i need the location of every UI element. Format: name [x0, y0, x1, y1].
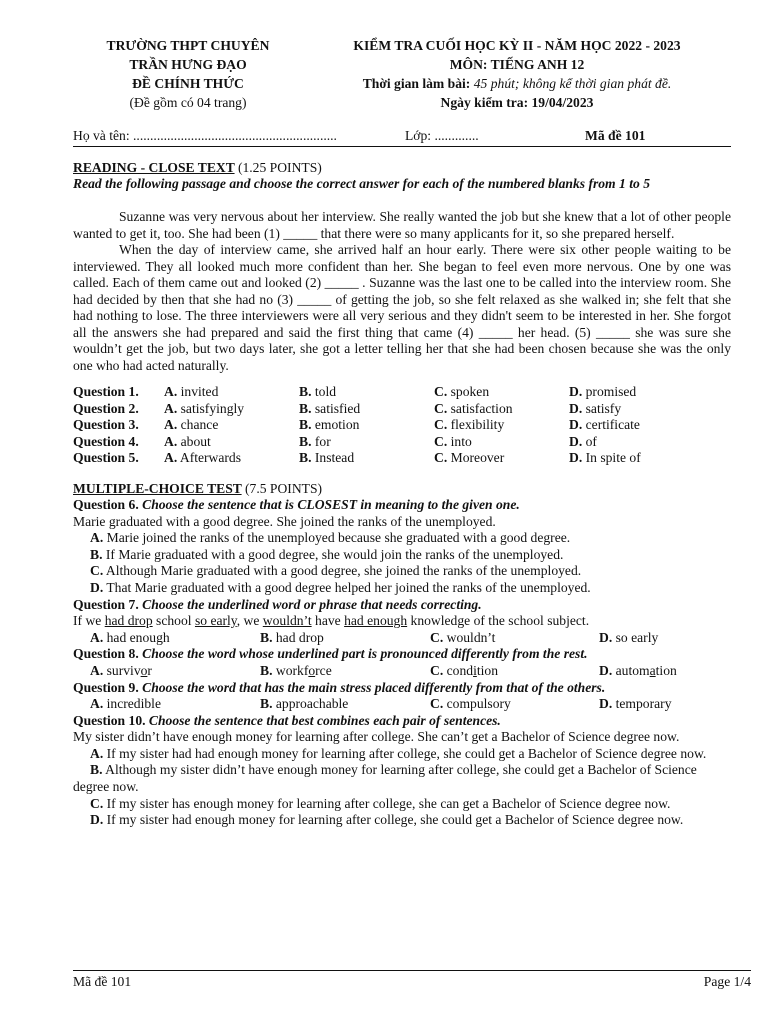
- exam-code: Mã đề 101: [585, 128, 646, 143]
- q10-option-c[interactable]: [73, 796, 731, 813]
- question-instruction: Choose the sentence that best combines each pair of sentences.: [148, 712, 501, 728]
- option-d[interactable]: D. certificate: [569, 417, 640, 433]
- mc-section-title: [73, 481, 731, 497]
- footer-page-number: Page 1/4: [703, 974, 751, 989]
- time-label: Thời gian làm bài:: [362, 76, 471, 91]
- option-a[interactable]: A. satisfyingly: [164, 400, 245, 416]
- question-10: [73, 713, 731, 730]
- stem-text: knowledge of the school subject.: [407, 613, 590, 629]
- school-name-line2: TRẦN HƯNG ĐẠO: [129, 57, 247, 72]
- page-footer: [73, 970, 751, 990]
- option-c[interactable]: C. flexibility: [434, 417, 505, 433]
- q9-option-b[interactable]: B. approachable: [260, 696, 349, 712]
- option-c[interactable]: C. spoken: [434, 384, 490, 399]
- option-c[interactable]: C. Moreover: [434, 450, 505, 466]
- question-label: Question 5.: [73, 450, 139, 466]
- question-label: Question 6.: [73, 496, 139, 512]
- exam-page: [73, 36, 731, 829]
- option-d[interactable]: D. of: [569, 433, 597, 449]
- option-text: Marie joined the ranks of the unemployed because she graduated with a good degree.: [106, 530, 571, 546]
- option-letter: A.: [90, 530, 104, 546]
- mc-title: MULTIPLE-CHOICE TEST: [73, 480, 242, 496]
- option-letter: A.: [90, 745, 104, 761]
- reading-section-title: [73, 160, 731, 176]
- option-a[interactable]: A. chance: [164, 417, 219, 433]
- option-b[interactable]: B. emotion: [299, 417, 360, 433]
- q10-option-b[interactable]: [73, 762, 731, 795]
- option-b[interactable]: B. Instead: [299, 450, 355, 466]
- stem-text: , we: [236, 613, 263, 629]
- passage-paragraph-1: Suzanne was very nervous about her interview. She really wanted the job but she knew that a lot of other people wanted to get it, too. She had been (1) _____ that there were so many applicants for it, so she prepared herself.: [73, 209, 731, 241]
- time-value: 45 phút; không kể thời gian phát đề.: [473, 76, 672, 91]
- reading-question-row: [73, 434, 689, 451]
- q10-option-d[interactable]: [73, 812, 731, 829]
- option-letter: B.: [90, 546, 103, 562]
- option-letter: D.: [90, 579, 104, 595]
- question-7-stem: [73, 613, 731, 630]
- exam-date: Ngày kiểm tra: 19/04/2023: [440, 95, 594, 110]
- question-10-stem: My sister didn’t have enough money for learning after college. She can’t get a Bachelor of Science degree now.: [73, 729, 680, 745]
- reading-question-row: [73, 384, 689, 401]
- passage-paragraph-2: When the day of interview came, she arrived half an hour early. There were six other people waiting to be interviewed. They all looked much more confident than her. She began to feel even more nervous. One by one was called. Each of them came out and looked (2) _____ . Suzanne was the last one to be called into the interview room. She had decided by then that she had no (3) _____ of getting the job, so she felt relaxed as she walked in; she felt that she had nothing to lose. The three interviewers were all very serious and they didn't seem to be interested in her. She forgot all the answers she had prepared and said the first thing that came (4) _____ her head. (5) _____ she was sure she wouldn’t get the job, but two days later, she got a letter telling her that she had been chosen because she was the only one who had acted naturally.: [73, 242, 731, 373]
- stem-text: If we: [73, 613, 105, 629]
- question-7-options: [73, 630, 731, 647]
- question-instruction: Choose the word that has the main stress placed differently from that of the others.: [142, 679, 606, 695]
- stem-text: school: [152, 613, 195, 629]
- option-text: If my sister has enough money for learning after college, she can get a Bachelor of Science degree now.: [106, 795, 671, 811]
- question-label: Question 4.: [73, 433, 139, 449]
- reading-question-row: [73, 450, 689, 467]
- option-text: Although Marie graduated with a good degree, she joined the ranks of the unemployed.: [105, 563, 582, 579]
- stem-text: have: [311, 613, 345, 629]
- option-b[interactable]: B. satisfied: [299, 400, 361, 416]
- question-label: Question 7.: [73, 596, 139, 612]
- underlined-phrase: so early: [194, 613, 237, 629]
- reading-question-row: [73, 401, 689, 418]
- question-instruction: Choose the word whose underlined part is pronounced differently from the rest.: [142, 646, 588, 662]
- option-text: If Marie graduated with a good degree, she would join the ranks of the unemployed.: [105, 546, 564, 562]
- option-a[interactable]: A. Afterwards: [164, 450, 242, 466]
- option-text: If my sister had had enough money for learning after college, she could get a Bachelor of Science degree now.: [106, 745, 707, 761]
- option-d[interactable]: D. In spite of: [569, 450, 641, 466]
- question-label: Question 1.: [73, 384, 139, 399]
- option-letter: D.: [90, 812, 104, 828]
- question-label: Question 10.: [73, 712, 146, 728]
- option-letter: C.: [90, 563, 104, 579]
- q6-option-c[interactable]: [73, 563, 731, 580]
- q9-option-a[interactable]: A. incredible: [90, 696, 161, 712]
- school-name-line1: TRƯỜNG THPT CHUYÊN: [106, 38, 270, 53]
- exam-time: [303, 74, 731, 93]
- q9-option-c[interactable]: C. compulsory: [430, 696, 511, 712]
- q7-option-b[interactable]: B. had drop: [260, 629, 324, 645]
- option-b[interactable]: B. for: [299, 433, 331, 449]
- exam-title-block: [303, 36, 731, 112]
- class-field[interactable]: Lớp: .............: [405, 128, 479, 143]
- q10-option-a[interactable]: [73, 746, 731, 763]
- q8-option-a[interactable]: A. survivor: [90, 662, 152, 678]
- reading-question-row: [73, 417, 689, 434]
- q6-option-a[interactable]: [73, 530, 731, 547]
- underlined-phrase: had enough: [344, 613, 408, 629]
- option-c[interactable]: C. satisfaction: [434, 400, 513, 416]
- q8-option-d[interactable]: D. automation: [599, 662, 677, 678]
- option-a[interactable]: A. invited: [164, 384, 219, 399]
- underlined-phrase: had drop: [104, 613, 153, 629]
- exam-header: [73, 36, 731, 112]
- option-letter: C.: [90, 795, 104, 811]
- q8-option-c[interactable]: C. condition: [430, 662, 498, 678]
- option-text: Although my sister didn’t have enough money for learning after college, she could get a Bachelor of Science degree now.: [73, 762, 697, 795]
- student-name-field[interactable]: Họ và tên: ............................................................: [73, 128, 337, 143]
- option-b[interactable]: B. told: [299, 384, 337, 399]
- question-8-options: [73, 663, 731, 680]
- q7-option-d[interactable]: D. so early: [599, 629, 659, 645]
- q9-option-d[interactable]: D. temporary: [599, 696, 672, 712]
- reading-title: READING - CLOSE TEXT: [73, 160, 235, 175]
- option-text: If my sister had enough money for learning after college, she could get a Bachelor of Science degree now.: [106, 812, 684, 828]
- question-label: Question 3.: [73, 417, 139, 433]
- reading-questions-table: [73, 384, 689, 467]
- option-letter: B.: [90, 762, 103, 778]
- q6-option-d[interactable]: [73, 580, 731, 597]
- question-instruction: Choose the underlined word or phrase that needs correcting.: [142, 596, 482, 612]
- question-9-options: [73, 696, 731, 713]
- option-c[interactable]: C. into: [434, 433, 472, 449]
- question-9: [73, 680, 731, 697]
- school-block: [73, 36, 303, 112]
- exam-subject: MÔN: TIẾNG ANH 12: [449, 57, 585, 72]
- option-text: That Marie graduated with a good degree helped her joined the ranks of the unemployed.: [106, 579, 591, 595]
- reading-instruction: Read the following passage and choose the correct answer for each of the numbered blanks from 1 to 5: [73, 176, 650, 191]
- exam-title: KIỂM TRA CUỐI HỌC KỲ II - NĂM HỌC 2022 - 2023: [353, 38, 681, 53]
- question-instruction: Choose the sentence that is CLOSEST in meaning to the given one.: [142, 496, 520, 512]
- option-d[interactable]: D. satisfy: [569, 400, 622, 416]
- option-d[interactable]: D. promised: [569, 384, 637, 399]
- official-label: ĐỀ CHÍNH THỨC: [132, 76, 244, 91]
- question-7: [73, 597, 731, 614]
- student-info-row: [73, 128, 731, 147]
- mc-points: (7.5 POINTS): [245, 480, 323, 496]
- question-6: [73, 497, 731, 514]
- q6-option-b[interactable]: [73, 547, 731, 564]
- question-label: Question 9.: [73, 679, 139, 695]
- pages-note: (Đề gồm có 04 trang): [129, 95, 247, 110]
- question-label: Question 8.: [73, 646, 139, 662]
- q7-option-c[interactable]: C. wouldn’t: [430, 629, 496, 645]
- question-label: Question 2.: [73, 400, 139, 416]
- option-a[interactable]: A. about: [164, 433, 211, 449]
- question-8: [73, 646, 731, 663]
- q8-option-b[interactable]: B. workforce: [260, 662, 332, 678]
- footer-exam-code: Mã đề 101: [73, 974, 132, 989]
- q7-option-a[interactable]: A. had enough: [90, 629, 170, 645]
- question-6-stem: Marie graduated with a good degree. She joined the ranks of the unemployed.: [73, 513, 496, 529]
- underlined-phrase: wouldn’t: [262, 613, 312, 629]
- reading-points: (1.25 POINTS): [237, 160, 322, 175]
